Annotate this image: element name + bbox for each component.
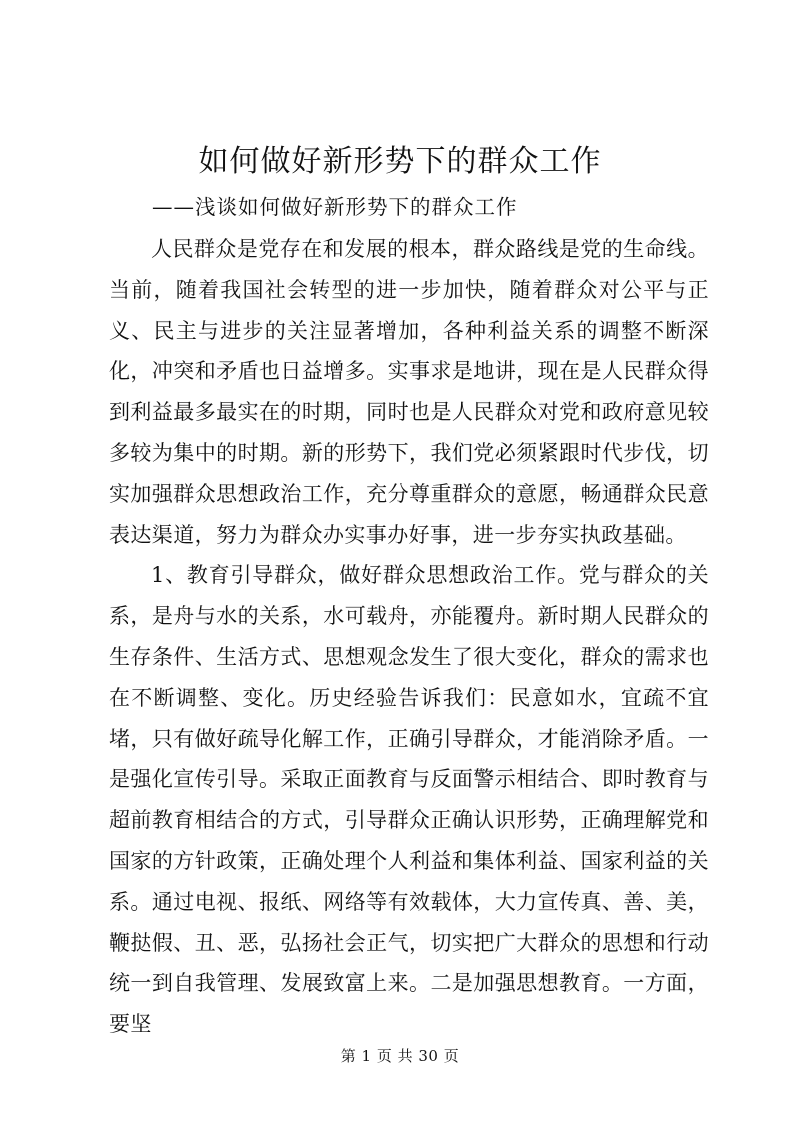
- document-title: 如何做好新形势下的群众工作: [198, 144, 602, 179]
- body-paragraph: 人民群众是党存在和发展的根本，群众路线是党的生命线。当前，随着我国社会转型的进一步加快，随着群众对公平与正义、民主与进步的关注显著增加，各种利益关系的调整不断深化，冲突和矛盾也日益增多。实事求是地讲，现在是人民群众得到利益最多最实在的时期，同时也是人民群众对党和政府意见较多较为集中的时期。新的形势下，我们党必须紧跟时代步伐，切实加强群众思想政治工作，充分尊重群众的意愿，畅通群众民意表达渠道，努力为群众办实事办好事，进一步夯实执政基础。: [109, 237, 709, 547]
- document-subtitle: ——浅谈如何做好新形势下的群众工作: [152, 195, 518, 219]
- document-body: [109, 229, 709, 1045]
- page-footer: 第 1 页 共 30 页: [340, 1047, 460, 1065]
- body-paragraph: 1、教育引导群众，做好群众思想政治工作。党与群众的关系，是舟与水的关系，水可载舟，亦能覆舟。新时期人民群众的生存条件、生活方式、思想观念发生了很大变化，群众的需求也在不断调整、变化。历史经验告诉我们：民意如水，宜疏不宜堵，只有做好疏导化解工作，正确引导群众，才能消除矛盾。一是强化宣传引导。采取正面教育与反面警示相结合、即时教育与超前教育相结合的方式，引导群众正确认识形势，正确理解党和国家的方针政策，正确处理个人利益和集体利益、国家利益的关系。通过电视、报纸、网络等有效载体，大力宣传真、善、美，鞭挞假、丑、恶，弘扬社会正气，切实把广大群众的思想和行动统一到自我管理、发展致富上来。二是加强思想教育。一方面，要坚: [109, 563, 709, 1037]
